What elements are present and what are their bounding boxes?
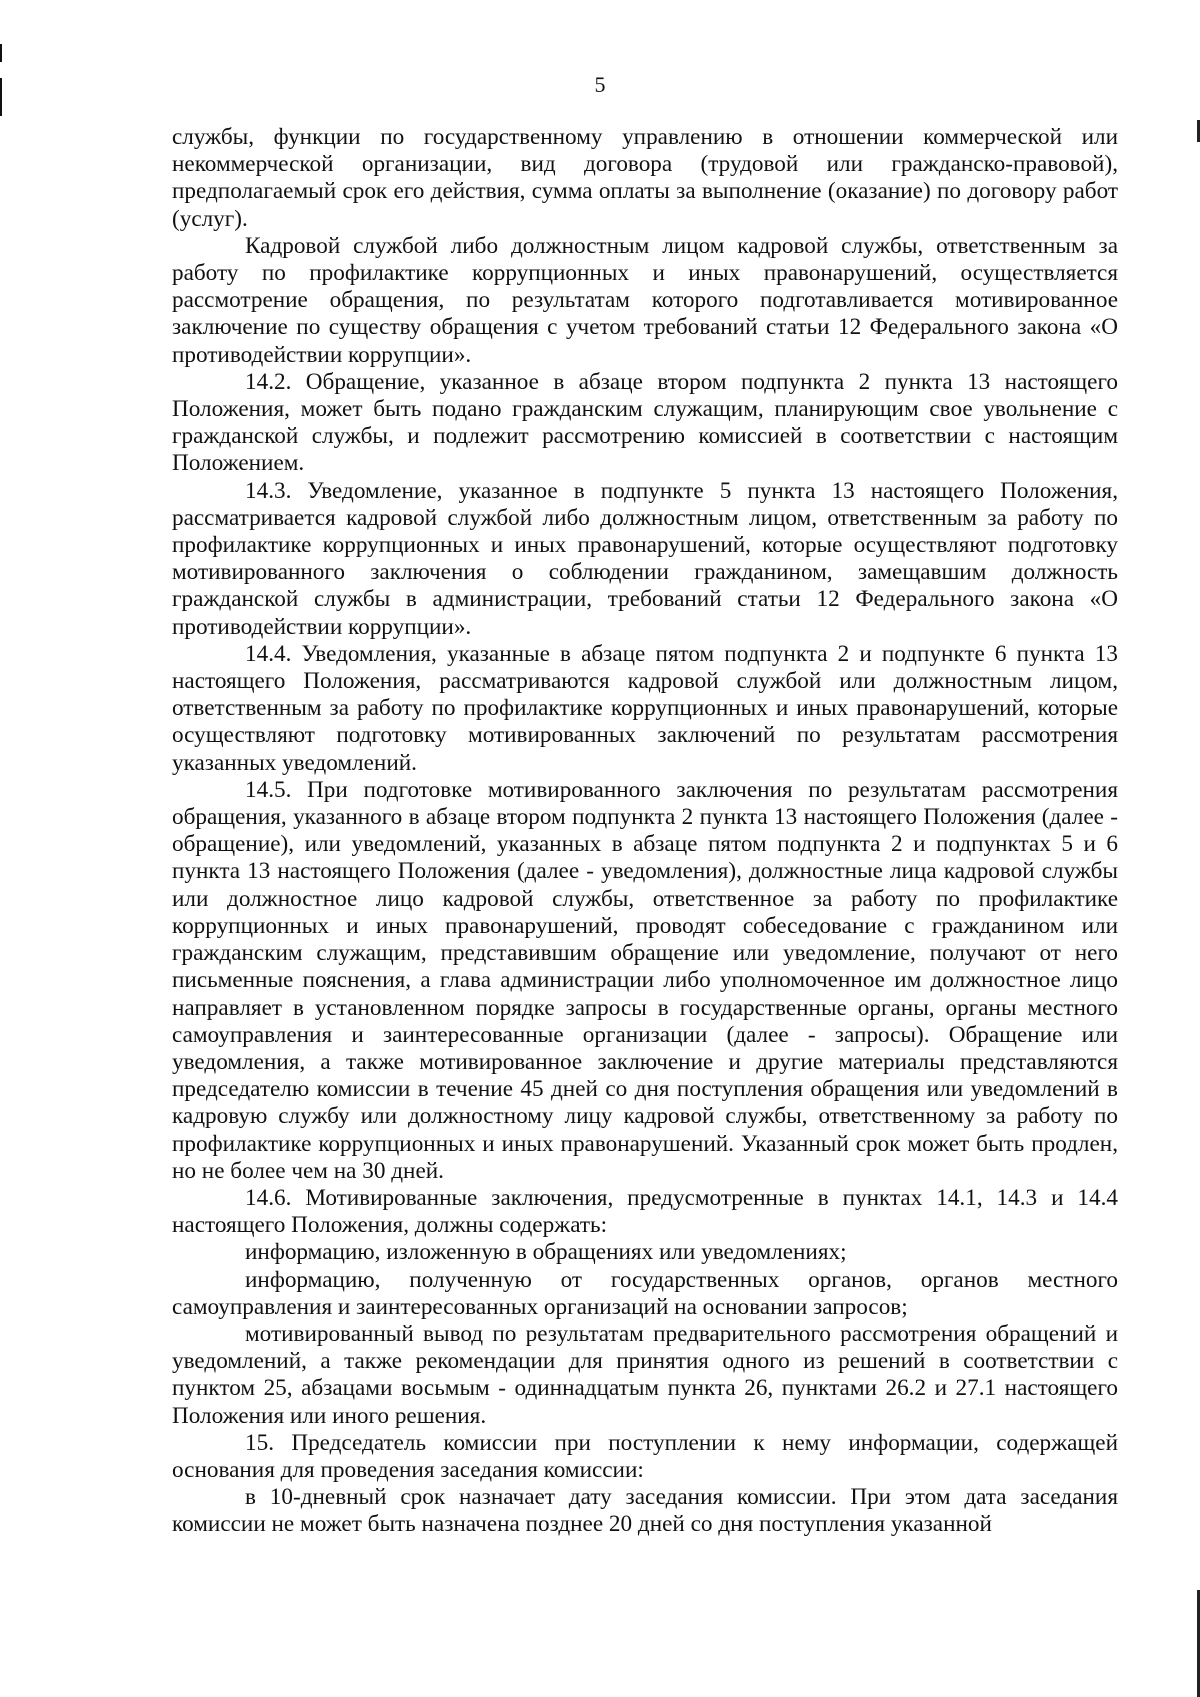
paragraph-14-5: 14.5. При подготовке мотивированного заключения по результатам рассмотрения обращения, указанного в абзаце втором подпункта 2 пункта 13 настоящего Положения (далее - обращение), или уведомлений, указанных в абзаце пятом подпункта 2 и подпунктах 5 и 6 пункта 13 настоящего Положения (далее - уведомления), должностные лица кадровой службы или должностное лицо кадровой службы, ответственное за работу по профилактике коррупционных и иных правонарушений, проводят собеседование с гражданином или гражданским служащим, представившим обращение или уведомление, получают от него письменные пояснения, а глава администрации либо уполномоченное им должностное лицо направляет в установленном порядке запросы в государственные органы, органы местного самоуправления и заинтересованные организации (далее - запросы). Обращение или уведомления, а также мотивированное заключение и другие материалы представляются председателю комиссии в течение 45 дней со дня поступления обращения или уведомлений в кадровую службу или должностному лицу кадровой службы, ответственному за работу по профилактике коррупционных и иных правонарушений. Указанный срок может быть продлен, но не более чем на 30 дней. bbox=[172, 776, 1118, 1184]
paragraph-15-date: в 10-дневный срок назначает дату заседания комиссии. При этом дата заседания комиссии не может быть назначена позднее 20 дней со дня поступления указанной bbox=[172, 1484, 1118, 1538]
page-number: 5 bbox=[594, 72, 606, 97]
list-item-conclusion: мотивированный вывод по результатам предварительного рассмотрения обращений и уведомлений, а также рекомендации для принятия одного из решений в соответствии с пунктом 25, абзацами восьмым - одиннадцатым пункта 26, пунктами 26.2 и 27.1 настоящего Положения или иного решения. bbox=[172, 1320, 1118, 1429]
list-item-received-information: информацию, полученную от государственных органов, органов местного самоуправления и заинтересованных организаций на основании запросов; bbox=[172, 1266, 1118, 1320]
paragraph-continuation: службы, функции по государственному управлению в отношении коммерческой или некоммерческой организации, вид договора (трудовой или гражданско-правовой), предполагаемый срок его действия, сумма оплаты за выполнение (оказание) по договору работ (услуг). bbox=[172, 124, 1118, 232]
paragraph-15: 15. Председатель комиссии при поступлении к нему информации, содержащей основания для проведения заседания комиссии: bbox=[172, 1429, 1118, 1483]
paragraph-14-6: 14.6. Мотивированные заключения, предусмотренные в пунктах 14.1, 14.3 и 14.4 настоящего Положения, должны содержать: bbox=[172, 1184, 1118, 1239]
paragraph-14-4: 14.4. Уведомления, указанные в абзаце пятом подпункта 2 и подпункте 6 пункта 13 настоящего Положения, рассматриваются кадровой службой или должностным лицом, ответственным за работу по профилактике коррупционных и иных правонарушений, которые осуществляют подготовку мотивированных заключений по результатам рассмотрения указанных уведомлений. bbox=[172, 640, 1118, 776]
paragraph-14-2: 14.2. Обращение, указанное в абзаце втором подпункта 2 пункта 13 настоящего Положения, может быть подано гражданским служащим, планирующим свое увольнение с гражданской службы, и подлежит рассмотрению комиссией в соответствии с настоящим Положением. bbox=[172, 368, 1118, 477]
list-item-information: информацию, изложенную в обращениях или уведомлениях; bbox=[245, 1239, 847, 1266]
document-body bbox=[172, 124, 1118, 1539]
paragraph-hr-review: Кадровой службой либо должностным лицом кадровой службы, ответственным за работу по профилактике коррупционных и иных правонарушений, осуществляется рассмотрение обращения, по результатам которого подготавливается мотивированное заключение по существу обращения с учетом требований статьи 12 Федерального закона «О противодействии коррупции». bbox=[172, 232, 1118, 368]
paragraph-14-3: 14.3. Уведомление, указанное в подпункте 5 пункта 13 настоящего Положения, рассматривается кадровой службой либо должностным лицом, ответственным за работу по профилактике коррупционных и иных правонарушений, которые осуществляют подготовку мотивированного заключения о соблюдении гражданином, замещавшим должность гражданской службы в администрации, требований статьи 12 Федерального закона «О противодействии коррупции». bbox=[172, 477, 1118, 640]
scan-mark-left-top bbox=[0, 44, 2, 62]
